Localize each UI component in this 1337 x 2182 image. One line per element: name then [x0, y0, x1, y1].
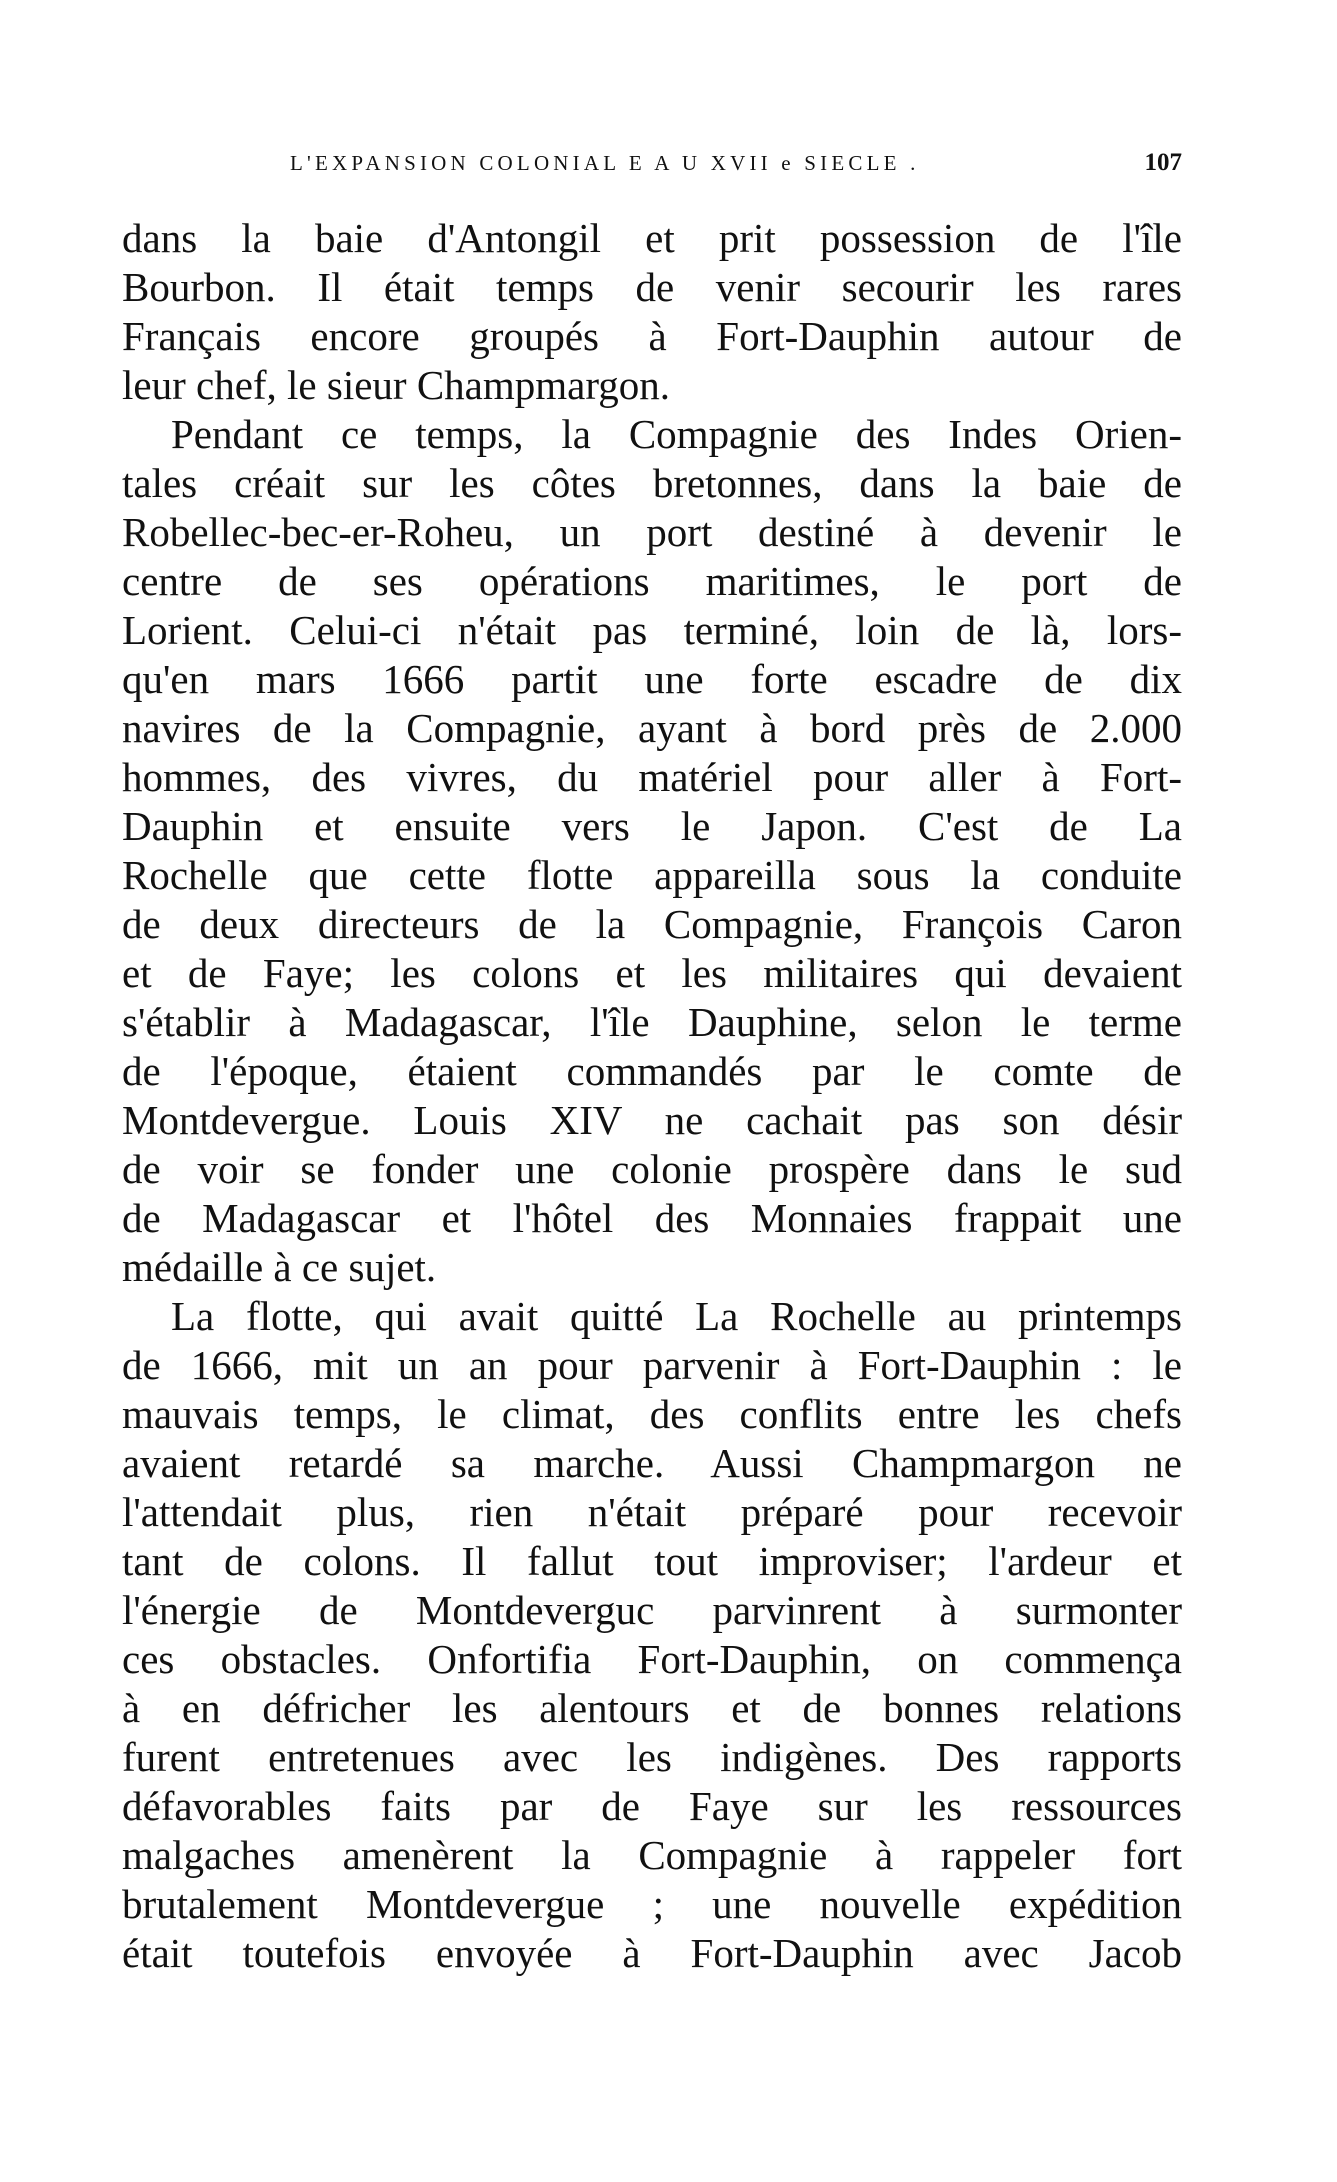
text-line: furent entretenues avec les indigènes. Des rapports	[122, 1734, 1182, 1780]
text-line: hommes, des vivres, du matériel pour aller à Fort-	[122, 754, 1182, 800]
text-line: Rochelle que cette flotte appareilla sous la conduite	[122, 852, 1182, 898]
text-line: Français encore groupés à Fort-Dauphin autour de	[122, 313, 1182, 359]
running-head	[122, 146, 1182, 180]
text-line: était toutefois envoyée à Fort-Dauphin avec Jacob	[122, 1930, 1182, 1976]
text-line: centre de ses opérations maritimes, le port de	[122, 558, 1182, 604]
text-line: l'énergie de Montdeverguc parvinrent à surmonter	[122, 1587, 1182, 1633]
text-line: s'établir à Madagascar, l'île Dauphine, selon le terme	[122, 999, 1182, 1045]
text-line: Bourbon. Il était temps de venir secourir les rares	[122, 264, 1182, 310]
text-line: de deux directeurs de la Compagnie, François Caron	[122, 901, 1182, 947]
text-line: tant de colons. Il fallut tout improviser; l'ardeur et	[122, 1538, 1182, 1584]
text-line: de 1666, mit un an pour parvenir à Fort-Dauphin : le	[122, 1342, 1182, 1388]
text-line: leur chef, le sieur Champmargon.	[122, 362, 671, 408]
text-line: l'attendait plus, rien n'était préparé pour recevoir	[122, 1489, 1182, 1535]
text-line: avaient retardé sa marche. Aussi Champmargon ne	[122, 1440, 1182, 1486]
text-line: défavorables faits par de Faye sur les ressources	[122, 1783, 1182, 1829]
text-line: qu'en mars 1666 partit une forte escadre de dix	[122, 656, 1182, 702]
text-line: mauvais temps, le climat, des conflits entre les chefs	[122, 1391, 1182, 1437]
body-text	[122, 214, 1182, 1978]
running-title: L'EXPANSION COLONIAL E A U XVII e SIECLE .	[290, 151, 920, 175]
page-number: 107	[1144, 149, 1182, 176]
text-line: dans la baie d'Antongil et prit possession de l'île	[122, 215, 1182, 261]
text-line: La flotte, qui avait quitté La Rochelle au printemps	[171, 1293, 1182, 1339]
paragraph-2	[122, 410, 1182, 1292]
text-line: tales créait sur les côtes bretonnes, dans la baie de	[122, 460, 1182, 506]
text-line: Dauphin et ensuite vers le Japon. C'est de La	[122, 803, 1182, 849]
text-line: Montdevergue. Louis XIV ne cachait pas son désir	[122, 1097, 1182, 1143]
text-line: brutalement Montdevergue ; une nouvelle expédition	[122, 1881, 1182, 1927]
text-line: navires de la Compagnie, ayant à bord près de 2.000	[122, 705, 1182, 751]
text-line: de voir se fonder une colonie prospère dans le sud	[122, 1146, 1182, 1192]
text-line: Lorient. Celui-ci n'était pas terminé, loin de là, lors-	[122, 607, 1182, 653]
text-line: à en défricher les alentours et de bonnes relations	[122, 1685, 1182, 1731]
text-line: de l'époque, étaient commandés par le comte de	[122, 1048, 1182, 1094]
text-line: malgaches amenèrent la Compagnie à rappeler fort	[122, 1832, 1182, 1878]
text-line: médaille à ce sujet.	[122, 1244, 437, 1290]
paragraph-3	[122, 1292, 1182, 1978]
text-line: ces obstacles. Onfortifia Fort-Dauphin, on commença	[122, 1636, 1182, 1682]
text-line: Robellec-bec-er-Roheu, un port destiné à devenir le	[122, 509, 1182, 555]
text-line: et de Faye; les colons et les militaires qui devaient	[122, 950, 1182, 996]
text-line: de Madagascar et l'hôtel des Monnaies frappait une	[122, 1195, 1182, 1241]
text-line: Pendant ce temps, la Compagnie des Indes Orien-	[171, 411, 1182, 457]
paragraph-1	[122, 214, 1182, 410]
